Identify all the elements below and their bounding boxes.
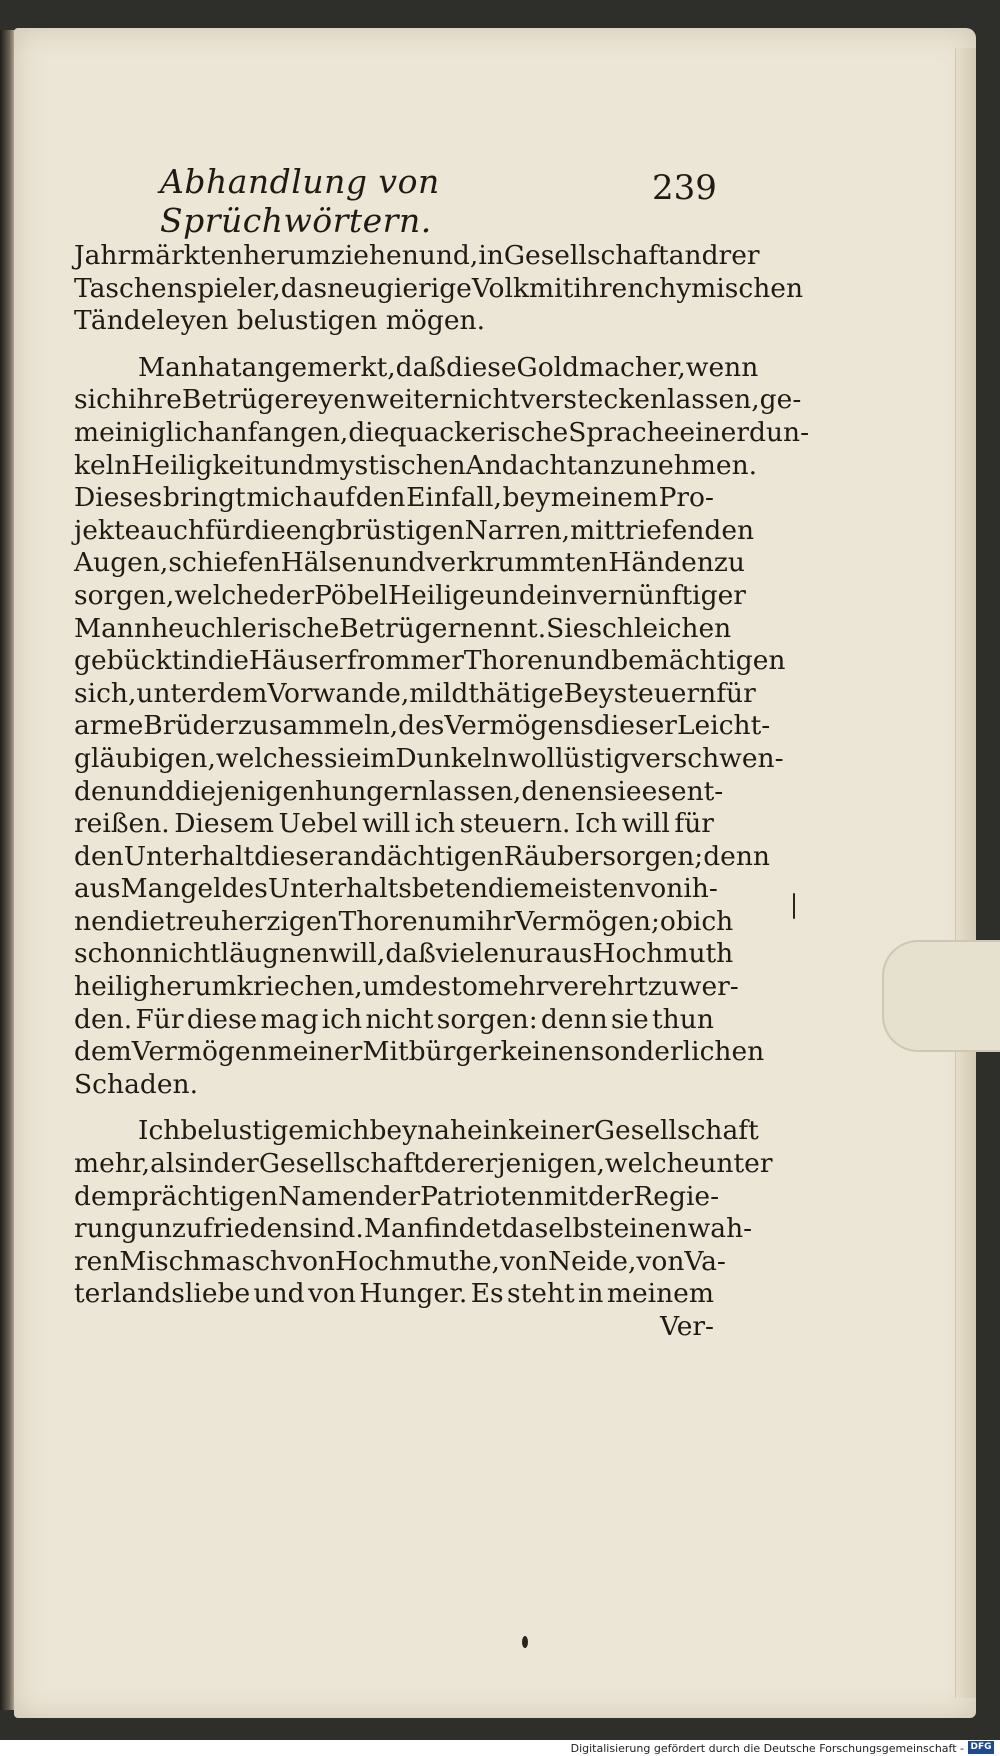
word: will <box>621 808 670 840</box>
word: bey <box>502 482 551 514</box>
text-line <box>74 775 724 809</box>
word: ich <box>692 905 734 937</box>
word: Gesellschaft <box>593 1115 759 1147</box>
text-line <box>74 384 802 417</box>
word: welche <box>604 1148 700 1180</box>
word: in <box>187 1148 214 1180</box>
word: die <box>244 514 286 546</box>
word: und <box>263 449 315 481</box>
word: als <box>150 1148 188 1180</box>
word: beten <box>411 873 488 905</box>
word: Man <box>363 1213 424 1245</box>
word: Gesellschaft <box>503 240 669 271</box>
word: chymischen <box>644 272 804 304</box>
page-number: 239 <box>652 168 717 208</box>
word: meiniglich <box>74 416 215 448</box>
word: und <box>253 1278 305 1310</box>
word: Hochmuth <box>592 938 734 970</box>
word: hungern <box>315 775 429 807</box>
word: Mangel <box>120 873 222 905</box>
word: nennt. <box>460 612 547 644</box>
word: Regie- <box>633 1180 720 1212</box>
word: sie <box>323 742 362 774</box>
text-line <box>74 742 784 776</box>
text-line <box>74 482 714 515</box>
word: es <box>641 775 671 807</box>
text-line <box>74 240 760 273</box>
word: mehr <box>477 971 549 1003</box>
word: steht <box>506 1278 575 1310</box>
word: vernünftiger <box>577 579 746 611</box>
word: ih- <box>683 873 718 905</box>
word: im <box>361 742 396 774</box>
word: verehrt <box>548 971 648 1003</box>
word: ich <box>414 808 456 840</box>
word: hat <box>198 351 242 383</box>
word: zu <box>237 710 269 742</box>
word: der <box>374 1180 421 1212</box>
word: belustige <box>180 1115 304 1147</box>
word: Thoren <box>338 905 435 937</box>
word: Vorwande, <box>267 677 410 709</box>
word: auch <box>140 514 206 546</box>
word: Jahrmärkten <box>74 240 244 271</box>
word: dieser <box>593 710 677 742</box>
word: welches <box>215 742 324 774</box>
word: Unterhalts <box>267 873 412 905</box>
word: lassen, <box>667 384 760 416</box>
word: ent- <box>670 775 724 807</box>
word: dun- <box>748 416 810 448</box>
word: Mitbürger <box>362 1036 501 1068</box>
word: welche <box>174 579 269 611</box>
text-line <box>74 1180 720 1214</box>
word: sie <box>610 1003 649 1035</box>
word: des <box>398 710 445 742</box>
word: herum <box>243 240 331 271</box>
text-line <box>74 938 734 971</box>
word: terlandsliebe <box>74 1278 251 1310</box>
word: daß <box>385 938 436 970</box>
word: das <box>280 272 328 304</box>
text-line <box>74 612 732 646</box>
word: den <box>74 840 124 872</box>
word: ihr <box>476 905 516 937</box>
word: diese <box>446 351 517 383</box>
word: bemächtigen <box>611 645 786 677</box>
word: einer <box>679 416 749 448</box>
word: Beysteuern <box>563 677 717 709</box>
word: Dieses <box>74 482 163 514</box>
word: Mann <box>74 612 152 644</box>
word: Unterhalt <box>123 840 255 872</box>
word: von <box>286 1245 335 1277</box>
word: mag <box>260 1003 319 1035</box>
text-line: Tändeleyen belustigen mögen. <box>74 305 485 337</box>
word: sich, <box>74 677 137 709</box>
word: sorgen, <box>74 579 175 611</box>
word: den <box>74 775 124 807</box>
word: neugierige <box>327 272 472 304</box>
word: Betrügereyen <box>181 384 367 416</box>
word: meinem <box>550 482 658 514</box>
word: Pro- <box>658 482 714 514</box>
word: Narren, <box>464 514 571 546</box>
word: in <box>182 645 208 677</box>
word: Mischmasch <box>119 1245 287 1277</box>
word: kriechen, <box>236 971 363 1003</box>
word: mich <box>246 482 312 514</box>
word: Man <box>138 351 199 383</box>
word: meisten <box>529 873 636 905</box>
word: der <box>268 579 315 611</box>
word: Namen <box>277 1180 375 1212</box>
word: Hochmuthe, <box>334 1245 500 1277</box>
word: Räuber <box>503 840 603 872</box>
word: nur <box>499 938 546 970</box>
word: schleichen <box>588 612 732 644</box>
word: reißen. <box>74 808 170 840</box>
word: will <box>362 808 411 840</box>
word: nicht <box>365 1003 434 1035</box>
word: zu <box>713 547 745 579</box>
text-line: Schaden. <box>74 1068 198 1100</box>
word: heilig <box>74 971 150 1003</box>
word: Ich <box>138 1115 181 1147</box>
word: unzufrieden <box>137 1213 300 1245</box>
word: Hunger. <box>359 1278 468 1310</box>
footer-credit: Digitalisierung gefördert durch die Deutsche Forschungsgemeinschaft - <box>570 1742 964 1755</box>
text-line <box>74 873 718 906</box>
word: Gesellschaft <box>258 1148 424 1180</box>
word: Andacht <box>465 449 578 481</box>
word: sonderlichen <box>590 1036 765 1068</box>
word: verschwen- <box>630 742 784 774</box>
word: Es <box>470 1278 504 1310</box>
word: Goldmacher, <box>516 351 686 383</box>
word: sammeln, <box>268 710 399 742</box>
word: sich <box>74 384 128 416</box>
word: ob <box>659 905 693 937</box>
word: Diesem <box>174 808 275 840</box>
word: dem <box>209 677 268 709</box>
word: desto <box>404 971 478 1003</box>
word: unter <box>699 1148 773 1180</box>
word: um <box>362 971 405 1003</box>
text-line <box>74 645 786 678</box>
text-line <box>74 840 770 874</box>
word: dieser <box>254 840 338 872</box>
word: anfangen, <box>214 416 349 448</box>
word: zu <box>647 971 679 1003</box>
word: des <box>221 873 268 905</box>
word: viele <box>435 938 500 970</box>
ink-speck <box>522 1636 528 1648</box>
word: den <box>355 482 406 514</box>
word: Hälsen <box>280 547 375 579</box>
word: nen <box>74 905 124 937</box>
catchword: Ver- <box>659 1311 714 1342</box>
word: wer- <box>678 971 739 1003</box>
text-line <box>74 1036 765 1069</box>
word: andrer <box>668 240 760 271</box>
text-line <box>74 1148 773 1181</box>
word: dem <box>74 1180 132 1212</box>
word: nicht <box>452 384 521 416</box>
word: anzunehmen. <box>577 449 758 481</box>
word: die <box>123 905 165 937</box>
word: verstecken <box>520 384 668 416</box>
word: gläubigen, <box>74 742 216 774</box>
word: mich <box>303 1115 370 1147</box>
word: ren <box>74 1245 120 1277</box>
word: Pöbel <box>314 579 388 611</box>
text-line <box>74 905 734 939</box>
word: ich <box>321 1003 363 1035</box>
word: angemerkt, <box>241 351 396 383</box>
word: andächtigen <box>337 840 504 872</box>
word: arme <box>74 710 144 742</box>
text-line <box>74 449 758 483</box>
word: in <box>482 1115 509 1147</box>
word: aus <box>74 873 121 905</box>
word: treuherzigen <box>164 905 339 937</box>
word: Brüder <box>143 710 238 742</box>
word: bringt <box>162 482 246 514</box>
word: wollüstig <box>507 742 631 774</box>
word: schon <box>74 938 153 970</box>
word: quackerische <box>389 416 569 448</box>
word: Sprache <box>568 416 680 448</box>
word: Vermögen <box>131 1036 268 1068</box>
running-head: Abhandlung von Sprüchwörtern. <box>160 162 440 240</box>
word: daß <box>395 351 447 383</box>
word: prächtigen <box>131 1180 278 1212</box>
word: keln <box>74 449 132 481</box>
word: weiter <box>366 384 452 416</box>
word: mit <box>570 514 615 546</box>
text-line <box>74 1245 726 1279</box>
word: aus <box>545 938 593 970</box>
word: jekte <box>74 514 141 546</box>
word: die <box>348 416 390 448</box>
text-line <box>74 1278 714 1311</box>
word: läugnen <box>220 938 329 970</box>
word: frommer <box>346 645 464 677</box>
word: mystischen <box>314 449 466 481</box>
word: schiefen <box>168 547 281 579</box>
word: ge- <box>759 384 802 416</box>
word: ziehen <box>330 240 419 271</box>
word: und, <box>418 240 479 271</box>
word: für <box>205 514 245 546</box>
word: mehr, <box>74 1148 151 1180</box>
word: nicht <box>152 938 221 970</box>
word: daselbst <box>501 1213 614 1245</box>
word: die <box>207 645 249 677</box>
word: diese <box>186 1003 258 1035</box>
word: mit <box>543 1180 589 1212</box>
text-line <box>74 416 810 450</box>
word: herum <box>149 971 237 1003</box>
word: für <box>716 677 756 709</box>
word: und <box>560 645 612 677</box>
page-edge <box>955 48 976 1698</box>
word: sie <box>603 775 642 807</box>
word: denn <box>540 1003 608 1035</box>
word: und <box>374 547 426 579</box>
word: den. <box>74 1003 133 1035</box>
word: meiner <box>267 1036 363 1068</box>
word: für <box>674 808 714 840</box>
word: Volk <box>471 272 530 304</box>
word: auf <box>312 482 356 514</box>
word: sind. <box>299 1213 364 1245</box>
word: Vermögen; <box>515 905 660 937</box>
text-line <box>74 1213 753 1246</box>
word: Vermögens <box>444 710 594 742</box>
word: dem <box>74 1036 132 1068</box>
word: Ich <box>574 808 618 840</box>
word: findet <box>423 1213 502 1245</box>
word: Patrioten <box>420 1180 544 1212</box>
word: heuchlerische <box>151 612 340 644</box>
ink-speck <box>793 893 795 919</box>
word: mit <box>529 272 574 304</box>
word: Neide, <box>547 1245 637 1277</box>
word: keiner <box>508 1115 594 1147</box>
word: rung <box>74 1213 138 1245</box>
text-line <box>74 808 714 841</box>
text-line <box>74 1004 714 1037</box>
word: Uebel <box>278 808 358 840</box>
word: will, <box>328 938 386 970</box>
word: Dunkeln <box>395 742 508 774</box>
text-line <box>74 351 759 385</box>
word: in <box>577 1278 604 1310</box>
word: in <box>478 240 504 271</box>
word: wah- <box>687 1213 753 1245</box>
word: Heiligkeit <box>131 449 264 481</box>
word: wenn <box>685 351 759 383</box>
dfg-logo: DFG <box>968 1741 994 1754</box>
word: von <box>635 873 684 905</box>
word: einen <box>613 1213 688 1245</box>
word: gebückt <box>74 645 183 677</box>
word: von <box>307 1278 356 1310</box>
word: thun <box>652 1003 714 1035</box>
word: ein <box>535 579 578 611</box>
word: verkrummten <box>425 547 609 579</box>
word: Thoren <box>463 645 561 677</box>
text-line <box>74 677 756 711</box>
word: um <box>434 905 477 937</box>
word: Betrüger <box>339 612 461 644</box>
page-tab-marker <box>882 940 1000 1052</box>
word: Für <box>135 1003 184 1035</box>
word: lassen, <box>428 775 522 807</box>
word: ihre <box>127 384 182 416</box>
body-text <box>74 240 810 1344</box>
word: Taschenspieler, <box>74 272 281 304</box>
word: Leicht- <box>676 710 771 742</box>
word: Häuser <box>248 645 347 677</box>
word: dererjenigen, <box>423 1148 605 1180</box>
word: steuern. <box>459 808 571 840</box>
text-line <box>74 272 804 306</box>
text-line <box>74 547 745 580</box>
word: meinem <box>606 1278 714 1310</box>
word: Sie <box>546 612 589 644</box>
word: Augen, <box>74 547 169 579</box>
text-line <box>74 710 771 743</box>
word: triefenden <box>614 514 755 546</box>
word: engbrüstigen <box>285 514 465 546</box>
word: der <box>213 1148 259 1180</box>
word: ihren <box>573 272 645 304</box>
word: der <box>588 1180 634 1212</box>
word: die <box>487 873 530 905</box>
text-line <box>74 579 746 613</box>
word: unter <box>136 677 210 709</box>
word: Va- <box>684 1245 726 1277</box>
word: beynahe <box>369 1115 483 1147</box>
text-line <box>74 514 755 548</box>
word: sorgen: <box>436 1003 538 1035</box>
word: mildthätige <box>409 677 564 709</box>
word: Einfall, <box>406 482 502 514</box>
text-line <box>74 1115 759 1148</box>
word: keinen <box>500 1036 591 1068</box>
word: sorgen; <box>602 840 704 872</box>
word: denn <box>703 840 770 872</box>
word: diejenigen <box>174 775 316 807</box>
word: Händen <box>608 547 714 579</box>
word: denen <box>521 775 604 807</box>
word: von <box>636 1245 685 1277</box>
word: Heilige <box>387 579 485 611</box>
word: und <box>484 579 536 611</box>
word: von <box>499 1245 548 1277</box>
text-line <box>74 971 739 1004</box>
word: und <box>123 775 175 807</box>
